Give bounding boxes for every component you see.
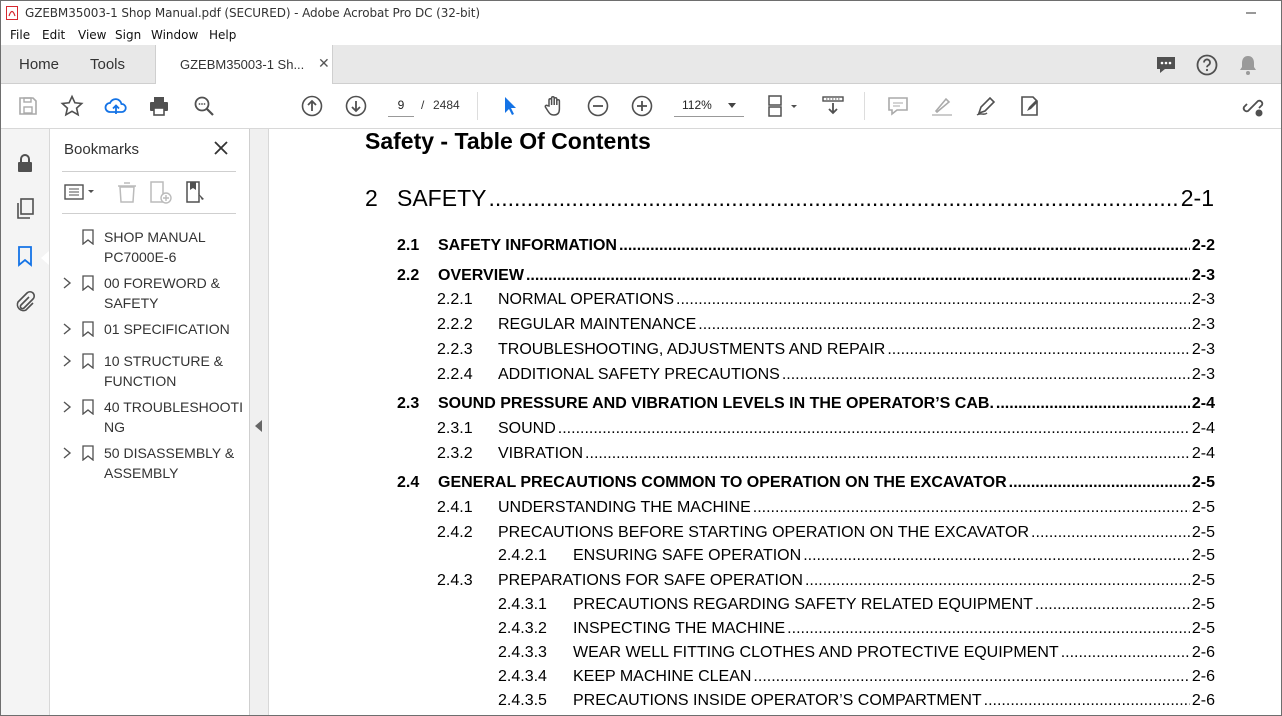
save-button[interactable]: [16, 94, 40, 118]
bookmark-label: 01 SPECIFICATION: [104, 321, 230, 337]
printer-icon: [147, 94, 171, 118]
toc-number: 2.1: [397, 237, 420, 254]
link-chain-icon: [1241, 94, 1265, 118]
highlighter-pen-icon: [930, 94, 954, 118]
bookmark-label: 40 TROUBLESHOOTING: [104, 399, 244, 435]
tab-document[interactable]: [155, 45, 333, 84]
toc-leader: [803, 547, 1190, 565]
toc-page: 2-6: [1191, 668, 1215, 685]
bookmark-flag-icon: [82, 445, 94, 461]
toc-title: ADDITIONAL SAFETY PRECAUTIONS: [498, 366, 780, 383]
toc-leader: [619, 237, 1190, 255]
plus-circle-icon: [630, 94, 654, 118]
toc-entry[interactable]: [397, 395, 1215, 413]
toc-title: OVERVIEW: [438, 267, 524, 284]
toc-entry[interactable]: [437, 291, 1215, 309]
chevron-right-icon[interactable]: [62, 277, 72, 289]
toc-page: 2-5: [1191, 620, 1215, 637]
toc-leader: [585, 445, 1190, 463]
bookmark-flag-icon: [82, 229, 94, 245]
toc-leader: [782, 366, 1190, 384]
toc-number: 2: [365, 185, 378, 211]
toc-page: 2-3: [1191, 341, 1215, 358]
toc-page: 2-6: [1191, 644, 1215, 661]
toc-title: VIBRATION: [498, 445, 584, 462]
select-tool-button[interactable]: [498, 94, 522, 118]
tab-home-label: Home: [19, 56, 60, 73]
panel-collapse-handle[interactable]: [250, 129, 269, 716]
toc-entry[interactable]: [437, 316, 1215, 334]
edit-document-icon: [1018, 94, 1042, 118]
bookmarks-panel: [50, 129, 250, 716]
search-zoom-icon: [192, 94, 216, 118]
toc-page: 2-4: [1191, 445, 1215, 462]
bookmark-label: 10 STRUCTURE & FUNCTION: [104, 353, 224, 389]
scroll-mode-button[interactable]: [821, 94, 845, 118]
zoom-level-value: 112%: [682, 98, 712, 112]
page-total: 2484: [433, 98, 460, 112]
toc-title: SOUND: [498, 420, 556, 437]
zoom-out-button[interactable]: [586, 94, 610, 118]
tab-bar: [1, 45, 1281, 84]
bookmark-search-icon: [184, 179, 210, 205]
draw-button[interactable]: [974, 94, 998, 118]
help-icon[interactable]: [1195, 53, 1219, 77]
comment-bubble-icon[interactable]: [1154, 53, 1178, 77]
toc-title: WEAR WELL FITTING CLOTHES AND PROTECTIVE EQUIPMENT: [573, 644, 1059, 661]
toc-number: 2.4.3.4: [498, 668, 547, 685]
toc-entry[interactable]: [397, 267, 1215, 285]
toc-title: NORMAL OPERATIONS: [498, 291, 675, 308]
list-options-icon: [64, 179, 100, 205]
menu-window[interactable]: Window: [151, 28, 199, 42]
toc-number: 2.3.2: [437, 445, 473, 462]
toc-page: 2-3: [1191, 316, 1215, 333]
toc-leader: [698, 316, 1190, 334]
trash-icon: [116, 179, 138, 205]
minimize-icon[interactable]: [1241, 3, 1261, 23]
new-bookmark-button[interactable]: [148, 179, 174, 205]
bookmark-flag-icon: [82, 275, 94, 291]
toc-leader: [984, 692, 1190, 710]
toc-number: 2.4.3.3: [498, 644, 547, 661]
menu-bar: [1, 25, 1281, 45]
toc-number: 2.4.2.1: [498, 547, 547, 564]
toc-leader: [1009, 474, 1190, 492]
find-text-button[interactable]: [192, 94, 216, 118]
active-panel-indicator: [41, 251, 49, 265]
upload-cloud-button[interactable]: [104, 94, 128, 118]
chevron-right-icon[interactable]: [62, 355, 72, 367]
bookmark-flag-icon: [82, 353, 94, 369]
page-heading: Safety - Table Of Contents: [365, 129, 651, 154]
scroll-page-icon: [821, 94, 845, 118]
toc-leader: [558, 420, 1190, 438]
lock-icon[interactable]: [13, 151, 37, 175]
toc-page: 2-6: [1191, 692, 1215, 709]
toc-leader: [1035, 596, 1190, 614]
toc-entry[interactable]: [498, 644, 1215, 662]
print-button[interactable]: [147, 94, 171, 118]
toc-entry[interactable]: [437, 341, 1215, 359]
bookmark-panel-icon[interactable]: [13, 244, 37, 268]
toc-leader: [676, 291, 1190, 309]
toc-number: 2.4: [397, 474, 420, 491]
hand-tool-button[interactable]: [542, 94, 566, 118]
bookmark-star-button[interactable]: [60, 94, 84, 118]
toc-page: 2-3: [1191, 366, 1215, 383]
toc-page: 2-3: [1191, 291, 1215, 308]
share-link-button[interactable]: [1241, 94, 1265, 118]
toc-number: 2.4.3.1: [498, 596, 547, 613]
toc-number: 2.4.3.5: [498, 692, 547, 709]
toc-entry[interactable]: [437, 366, 1215, 384]
bookmark-label: 50 DISASSEMBLY & ASSEMBLY: [104, 445, 235, 481]
zoom-in-button[interactable]: [630, 94, 654, 118]
toc-page: 2-5: [1191, 474, 1215, 491]
toolbar-divider: [864, 92, 865, 120]
toc-page: 2-5: [1191, 596, 1215, 613]
toc-number: 2.2.2: [437, 316, 473, 333]
toc-leader: [787, 620, 1190, 638]
toc-number: 2.2.1: [437, 291, 473, 308]
page-thumbnails-icon[interactable]: [13, 197, 37, 221]
arrow-down-circle-icon: [344, 94, 368, 118]
bookmark-flag-icon: [82, 399, 94, 415]
delete-bookmark-button[interactable]: [116, 179, 138, 205]
toc-title: ENSURING SAFE OPERATION: [573, 547, 802, 564]
toc-title: SAFETY: [397, 185, 487, 211]
toc-leader: [753, 668, 1189, 686]
sticky-note-icon: [886, 94, 910, 118]
new-bookmark-icon: [148, 179, 174, 205]
toc-entry[interactable]: [498, 692, 1215, 710]
chevron-right-icon[interactable]: [62, 447, 72, 459]
cursor-arrow-icon: [498, 94, 522, 118]
toc-leader: [996, 395, 1190, 413]
cloud-upload-icon: [104, 94, 128, 118]
save-disk-icon: [16, 94, 40, 118]
toc-page: 2-1: [1180, 185, 1214, 211]
menu-edit[interactable]: Edit: [42, 28, 66, 42]
bookmark-label: SHOP MANUAL PC7000E-6: [104, 229, 206, 265]
toc-page: 2-4: [1191, 395, 1215, 412]
page-layout-button[interactable]: [766, 94, 802, 118]
toolbar-divider: [477, 92, 478, 120]
toc-entry[interactable]: [365, 185, 1214, 212]
toc-page: 2-5: [1191, 547, 1215, 564]
toc-title: UNDERSTANDING THE MACHINE: [498, 499, 751, 516]
tab-tools[interactable]: [90, 45, 140, 83]
panel-divider: [62, 171, 236, 172]
toc-entry[interactable]: [437, 572, 1215, 590]
toc-entry[interactable]: [498, 596, 1215, 614]
toc-entry[interactable]: [437, 499, 1215, 517]
main-toolbar: [1, 84, 1281, 129]
toc-title: PRECAUTIONS INSIDE OPERATOR’S COMPARTMENT: [573, 692, 982, 709]
toc-entry[interactable]: [437, 420, 1215, 438]
toc-title: GENERAL PRECAUTIONS COMMON TO OPERATION ON THE EXCAVATOR: [438, 474, 1007, 491]
toc-number: 2.2.4: [437, 366, 473, 383]
toc-page: 2-2: [1191, 237, 1215, 254]
arrow-up-circle-icon: [300, 94, 324, 118]
page-number-input[interactable]: 9: [388, 94, 414, 117]
toc-page: 2-5: [1191, 499, 1215, 516]
bookmark-label: 00 FOREWORD & SAFETY: [104, 275, 220, 311]
chevron-right-icon[interactable]: [62, 323, 72, 335]
toc-entry[interactable]: [437, 524, 1215, 542]
toc-leader: [887, 341, 1190, 359]
add-comment-button[interactable]: [886, 94, 910, 118]
toc-entry[interactable]: [437, 445, 1215, 463]
page-separator: /: [421, 98, 425, 112]
toc-leader: [488, 185, 1178, 212]
toc-leader: [1031, 524, 1190, 542]
title-bar: [1, 1, 1281, 25]
tab-home[interactable]: [19, 45, 69, 83]
toc-number: 2.4.1: [437, 499, 473, 516]
toc-page: 2-3: [1191, 267, 1215, 284]
bookmark-flag-icon: [82, 321, 94, 337]
bookmark-options-button[interactable]: [64, 179, 100, 205]
menu-help[interactable]: Help: [209, 28, 237, 42]
toc-number: 2.2: [397, 267, 420, 284]
bookmark-properties-button[interactable]: [184, 179, 210, 205]
toc-page: 2-5: [1191, 572, 1215, 589]
toc-number: 2.4.3.2: [498, 620, 547, 637]
close-tab-icon[interactable]: ✕: [318, 55, 330, 71]
menu-view[interactable]: View: [78, 28, 107, 42]
toc-title: PRECAUTIONS BEFORE STARTING OPERATION ON THE EXCAVATOR: [498, 524, 1030, 541]
next-page-button[interactable]: [344, 94, 368, 118]
menu-file[interactable]: File: [10, 28, 31, 42]
toc-entry[interactable]: [498, 620, 1215, 638]
toc-entry[interactable]: [498, 668, 1215, 686]
toc-page: 2-5: [1191, 524, 1215, 541]
hand-icon: [542, 94, 566, 118]
toc-leader: [1061, 644, 1190, 662]
toc-entry[interactable]: [397, 474, 1215, 492]
toc-number: 2.2.3: [437, 341, 473, 358]
tab-tools-label: Tools: [90, 56, 126, 73]
panel-divider: [62, 213, 236, 214]
document-view[interactable]: [269, 129, 1281, 716]
toc-title: SAFETY INFORMATION: [438, 237, 617, 254]
toc-title: REGULAR MAINTENANCE: [498, 316, 697, 333]
toc-entry[interactable]: [397, 237, 1215, 255]
toc-title: INSPECTING THE MACHINE: [573, 620, 786, 637]
minus-circle-icon: [586, 94, 610, 118]
toc-number: 2.4.2: [437, 524, 473, 541]
notifications-bell-icon[interactable]: [1236, 53, 1260, 77]
navigation-rail: [1, 129, 50, 716]
toc-number: 2.3: [397, 395, 420, 412]
zoom-level-dropdown[interactable]: [674, 94, 744, 117]
acrobat-app-icon: [6, 6, 18, 20]
fill-sign-button[interactable]: [1018, 94, 1042, 118]
toc-number: 2.3.1: [437, 420, 473, 437]
fit-page-icon: [766, 94, 802, 118]
chevron-right-icon[interactable]: [62, 401, 72, 413]
highlight-button[interactable]: [930, 94, 954, 118]
previous-page-button[interactable]: [300, 94, 324, 118]
bookmarks-panel-title: Bookmarks: [64, 141, 140, 158]
toc-title: TROUBLESHOOTING, ADJUSTMENTS AND REPAIR: [498, 341, 886, 358]
menu-sign[interactable]: Sign: [115, 28, 142, 42]
tab-document-label: GZEBM35003-1 Sh...: [180, 57, 305, 72]
toc-title: KEEP MACHINE CLEAN: [573, 668, 752, 685]
toc-leader: [753, 499, 1190, 517]
toc-number: 2.4.3: [437, 572, 473, 589]
toc-leader: [805, 572, 1190, 590]
close-panel-icon[interactable]: [212, 139, 230, 157]
chevron-down-icon: [728, 103, 736, 108]
pen-draw-icon: [974, 94, 998, 118]
toc-title: PRECAUTIONS REGARDING SAFETY RELATED EQUIPMENT: [573, 596, 1033, 613]
toc-title: PREPARATIONS FOR SAFE OPERATION: [498, 572, 803, 589]
collapse-arrow-icon: [255, 420, 262, 432]
toc-leader: [526, 267, 1190, 285]
star-icon: [60, 94, 84, 118]
toc-title: SOUND PRESSURE AND VIBRATION LEVELS IN THE OPERATOR’S CAB.: [438, 395, 994, 412]
toc-page: 2-4: [1191, 420, 1215, 437]
attachment-paperclip-icon[interactable]: [13, 290, 37, 314]
toc-entry[interactable]: [498, 547, 1215, 565]
window-title: GZEBM35003-1 Shop Manual.pdf (SECURED) - Adobe Acrobat Pro DC (32-bit): [25, 6, 480, 20]
